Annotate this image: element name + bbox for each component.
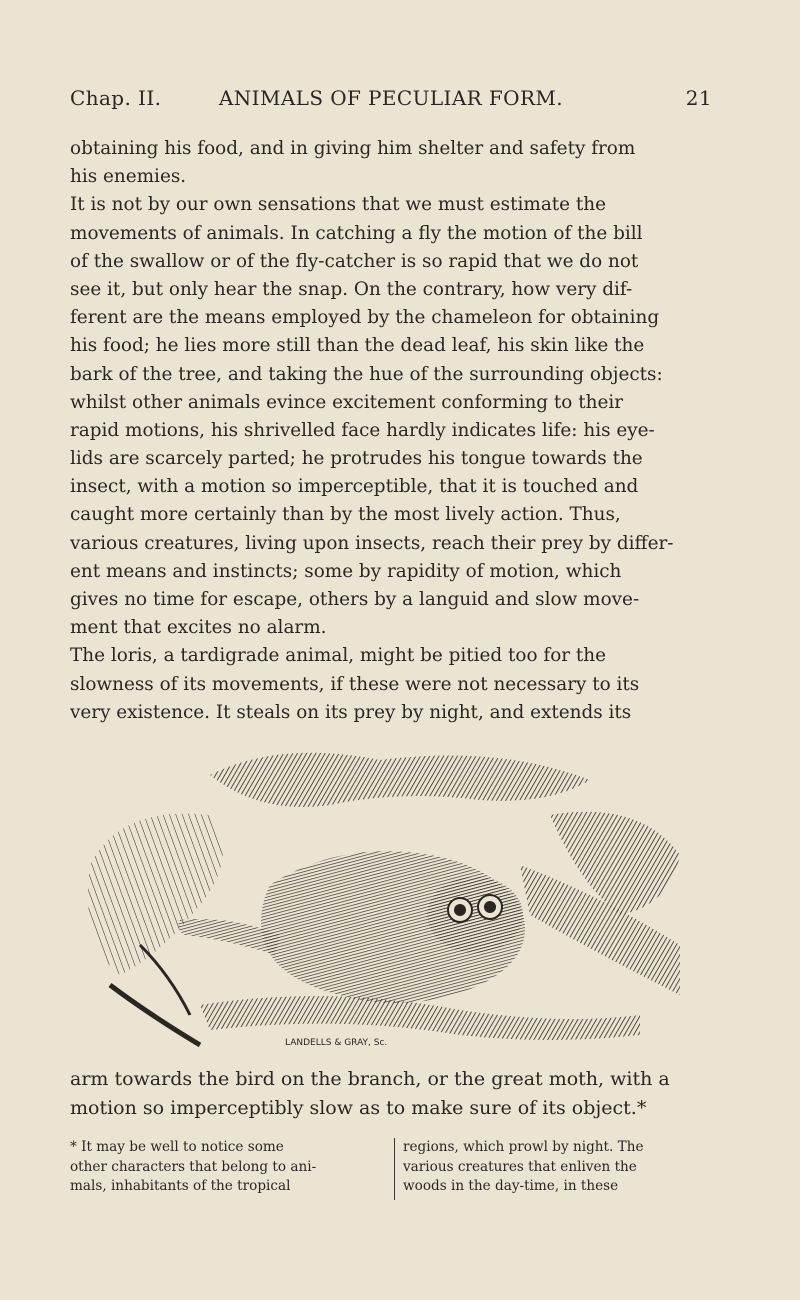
running-title: ANIMALS OF PECULIAR FORM. — [218, 86, 564, 110]
text-line: gives no time for escape, others by a languid and slow move- — [70, 589, 640, 610]
text-line: various creatures, living upon insects, reach their prey by differ- — [70, 532, 674, 554]
footnote — [70, 1138, 710, 1238]
footnote-line: various creatures that enliven the — [403, 1158, 637, 1175]
loris-engraving — [80, 745, 685, 1060]
footnote-line: * It may be well to notice some — [70, 1139, 284, 1155]
text-line: movements of animals. In catching a fly the motion of the bill — [70, 222, 643, 244]
engraver-credit: LANDELLS & GRAY, Sc. — [285, 1038, 388, 1048]
text-line: insect, with a motion so imperceptible, that it is touched and — [70, 476, 639, 498]
page-number: 21 — [685, 86, 712, 110]
footnote-left-column — [70, 1138, 378, 1197]
text-line: motion so imperceptibly slow as to make sure of its object.* — [70, 1097, 647, 1119]
footnote-line: woods in the day-time, in these — [403, 1178, 619, 1194]
footnote-line: mals, inhabitants of the tropical — [70, 1178, 291, 1194]
text-line: slowness of its movements, if these were not necessary to its — [70, 673, 640, 695]
text-line: his enemies. — [70, 166, 187, 188]
text-line: his food; he lies more still than the dead leaf, his skin like the — [70, 335, 645, 357]
footnote-line: other characters that belong to ani- — [70, 1158, 317, 1175]
text-line: ferent are the means employed by the chameleon for obtaining — [70, 307, 660, 329]
text-line: obtaining his food, and in giving him shelter and safety from — [70, 138, 636, 159]
text-line: The loris, a tardigrade animal, might be pitied too for the — [70, 645, 607, 667]
footnote-right-column — [394, 1138, 711, 1200]
text-line: of the swallow or of the fly-catcher is so rapid that we do not — [70, 250, 639, 272]
text-line: lids are scarcely parted; he protrudes his tongue towards the — [70, 448, 643, 470]
body-text — [70, 135, 710, 727]
text-line: It is not by our own sensations that we must estimate the — [70, 194, 607, 216]
engraving-illustration — [80, 745, 685, 1060]
text-line: rapid motions, his shrivelled face hardly indicates life: his eye- — [70, 419, 655, 441]
footnote-line: regions, which prowl by night. The — [403, 1139, 644, 1155]
text-line: arm towards the bird on the branch, or the great moth, with a — [70, 1068, 670, 1090]
after-figure-text — [70, 1065, 710, 1123]
chapter-label: Chap. II. — [70, 86, 162, 110]
text-line: very existence. It steals on its prey by night, and extends its — [70, 701, 632, 723]
text-line: caught more certainly than by the most lively action. Thus, — [70, 504, 621, 526]
text-line: ment that excites no alarm. — [70, 617, 327, 639]
text-line: see it, but only hear the snap. On the contrary, how very dif- — [70, 278, 633, 300]
text-line: whilst other animals evince excitement conforming to their — [70, 391, 624, 413]
text-line: ent means and instincts; some by rapidity of motion, which — [70, 560, 622, 582]
running-head — [70, 86, 712, 116]
text-line: bark of the tree, and taking the hue of the surrounding objects: — [70, 363, 663, 385]
